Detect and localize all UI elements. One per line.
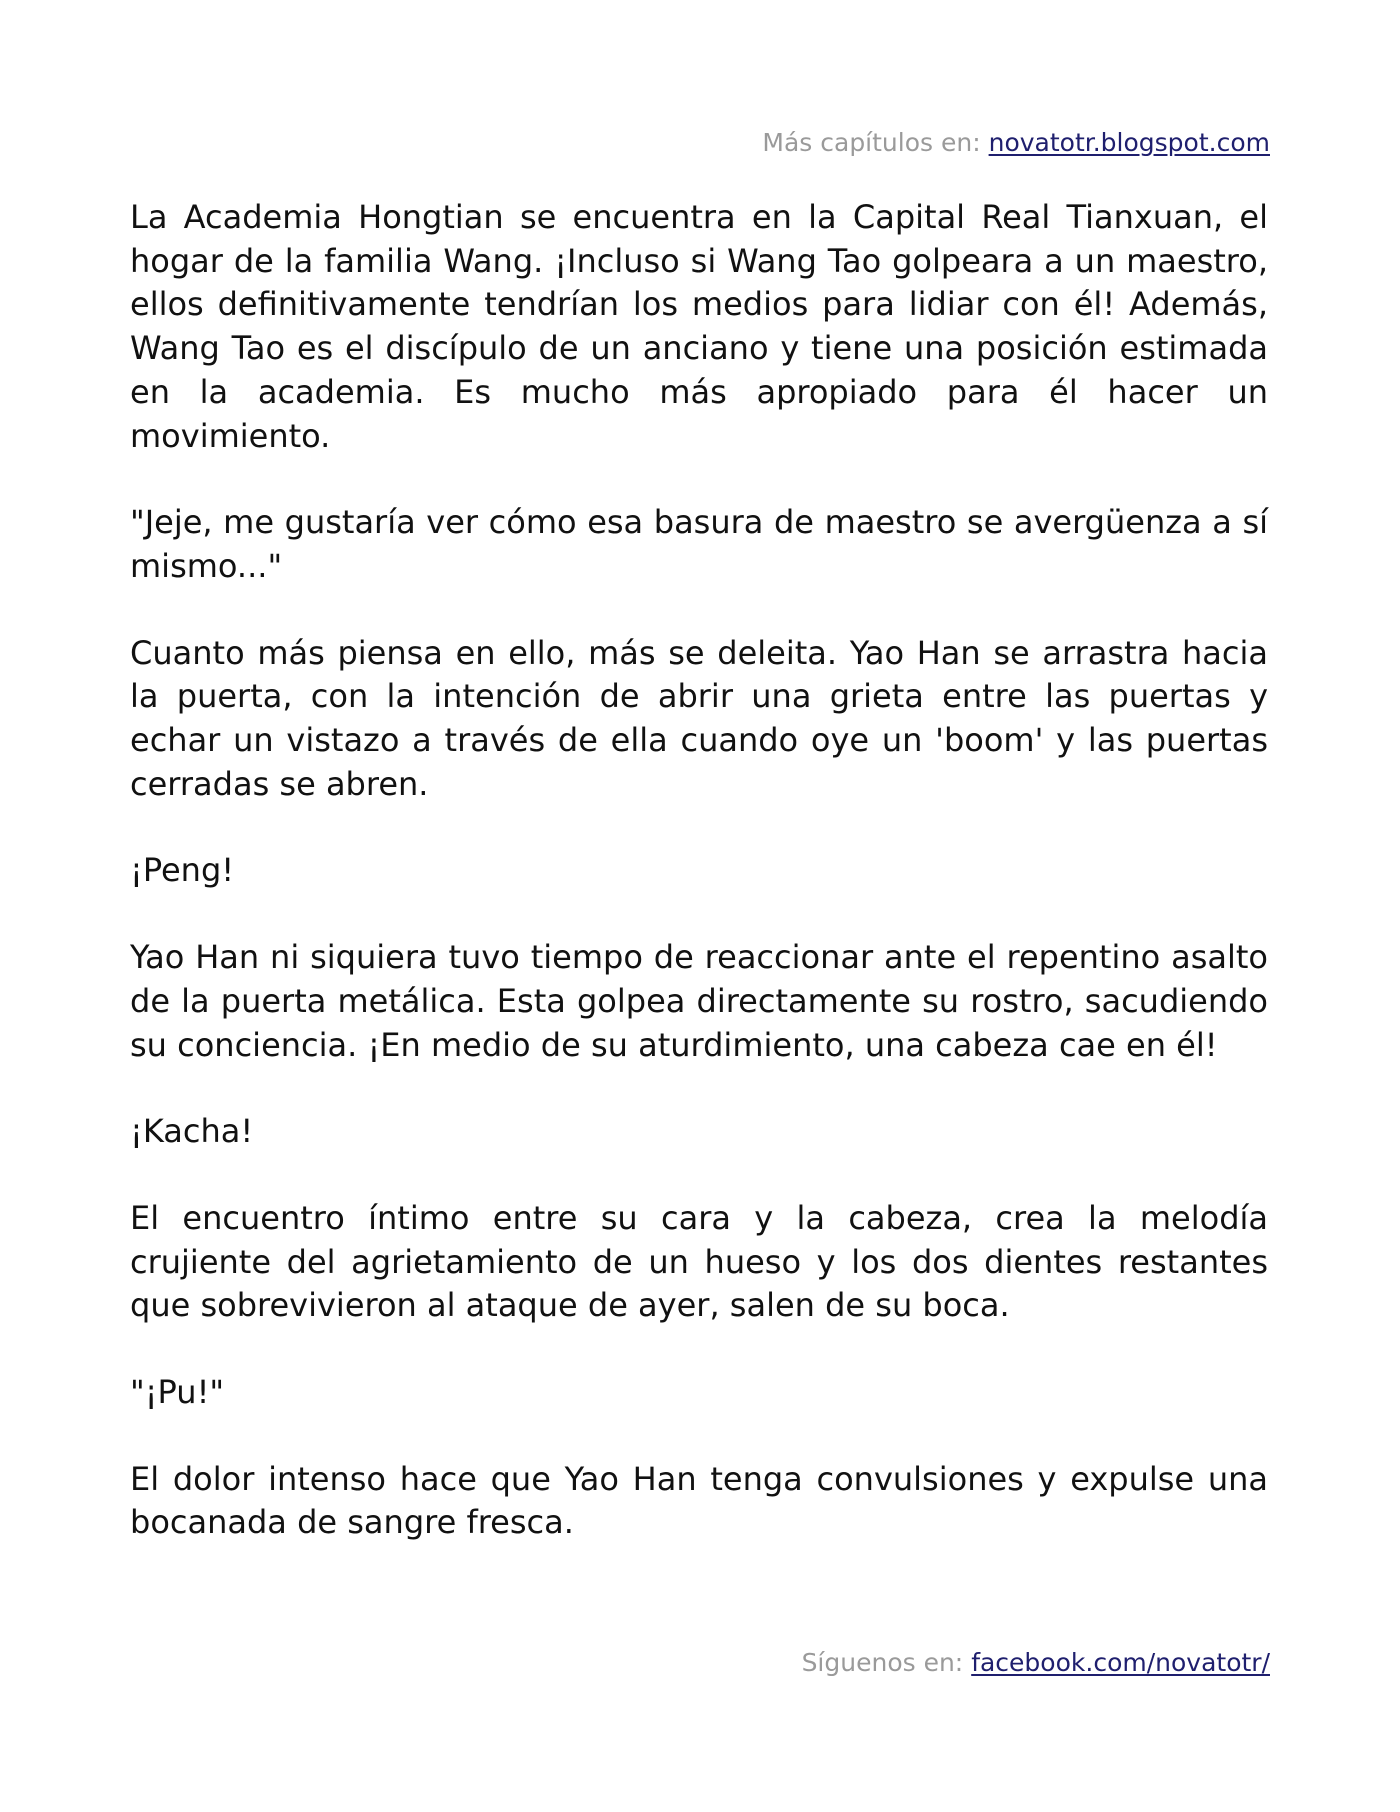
paragraph: "¡Pu!" (130, 1373, 225, 1412)
footer-label: Síguenos en: (801, 1648, 964, 1677)
facebook-link[interactable]: facebook.com/novatotr/ (971, 1648, 1270, 1677)
header-note (762, 128, 1270, 157)
paragraph: Yao Han ni siquiera tuvo tiempo de reaccionar ante el repentino asalto de la puerta metálica. Esta golpea directamente su rostro, sacudiendo su conciencia. ¡En medio de su aturdimiento, una cabeza cae en él! (130, 938, 1268, 1064)
blog-link[interactable]: novatotr.blogspot.com (988, 128, 1270, 157)
document-body (130, 196, 1268, 1588)
paragraph: ¡Peng! (130, 851, 235, 890)
paragraph: Cuanto más piensa en ello, más se deleita. Yao Han se arrastra hacia la puerta, con la intención de abrir una grieta entre las puertas y echar un vistazo a través de ella cuando oye un 'boom' y las puertas cerradas se abren. (130, 633, 1268, 803)
footer-note (802, 1648, 1270, 1677)
paragraph: "Jeje, me gustaría ver cómo esa basura de maestro se avergüenza a sí mismo..." (130, 503, 1268, 585)
paragraph: El dolor intenso hace que Yao Han tenga convulsiones y expulse una bocanada de sangre fresca. (130, 1459, 1268, 1542)
paragraph: El encuentro íntimo entre su cara y la cabeza, crea la melodía crujiente del agrietamiento de un hueso y los dos dientes restantes que sobrevivieron al ataque de ayer, salen de su boca. (130, 1198, 1268, 1325)
paragraph: La Academia Hongtian se encuentra en la Capital Real Tianxuan, el hogar de la familia Wang. ¡Incluso si Wang Tao golpeara a un maestro, ellos definitivamente tendrían los medios para lidiar con él! Además, Wang Tao es el discípulo de un anciano y tiene una posición estimada en la academia. Es mucho más apropiado para él hacer un movimiento. (130, 198, 1268, 455)
header-label: Más capítulos en: (762, 128, 981, 157)
paragraph: ¡Kacha! (130, 1112, 254, 1151)
